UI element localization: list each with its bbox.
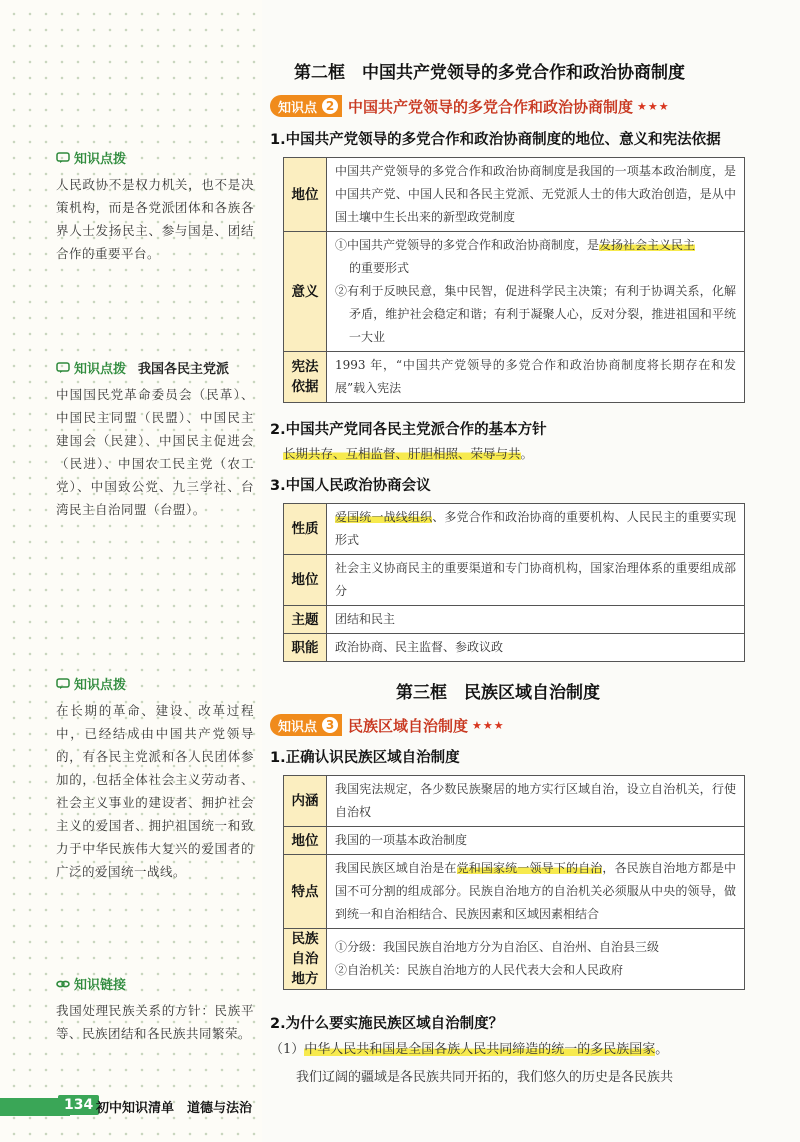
row-key: 地位: [284, 158, 327, 232]
row-value: [327, 855, 745, 929]
badge-label: 知识点: [278, 100, 318, 116]
row-value: 团结和民主: [327, 606, 745, 634]
row-key: 民族自治地方: [284, 929, 327, 990]
tip-box-1: [56, 148, 254, 265]
badge-number: 2: [320, 96, 340, 116]
page-footer: [0, 1092, 800, 1122]
importance-stars-icon: ★★★: [472, 718, 505, 732]
row-value: [327, 504, 745, 555]
lightbulb-tip-icon: [56, 678, 70, 690]
tip-box-2: [56, 358, 254, 521]
highlighted-text: 发扬社会主义民主: [599, 238, 696, 252]
tip-box-4: [56, 974, 254, 1045]
highlighted-text: 中华人民共和国是全国各族人民共同缔造的统一的多民族国家: [304, 1042, 656, 1057]
knowledge-point-3-header: [270, 713, 505, 737]
table-row: [284, 352, 745, 403]
text-segment: 。: [520, 446, 534, 461]
footer-book-title: 初中知识清单 道德与法治: [96, 1101, 253, 1116]
row-value: [327, 929, 745, 990]
section-heading-4: 1.正确认识民族区域自治制度: [270, 750, 460, 766]
table-row: [284, 634, 745, 662]
link-icon: [56, 978, 70, 990]
tip-heading-label: 知识点拨: [74, 152, 127, 167]
row-key: 地位: [284, 827, 327, 855]
tip-heading-label: 知识点拨: [74, 362, 127, 377]
row-key: 内涵: [284, 776, 327, 827]
frame-2-title: 第二框 中国共产党领导的多党合作和政治协商制度: [294, 63, 685, 83]
row-value: 我国的一项基本政治制度: [327, 827, 745, 855]
row-key: 职能: [284, 634, 327, 662]
text-segment: 。: [655, 1042, 669, 1057]
basic-policy-line: [283, 444, 533, 462]
section-heading-1: 1.中国共产党领导的多党合作和政治协商制度的地位、意义和宪法依据: [270, 132, 721, 148]
table-row: [284, 606, 745, 634]
importance-stars-icon: ★★★: [637, 99, 670, 113]
row-key: 意义: [284, 232, 327, 352]
table-row: [284, 232, 745, 352]
table-row: [284, 929, 745, 990]
table-row: [284, 555, 745, 606]
knowledge-point-2-header: [270, 94, 670, 118]
tip-text: 人民政协不是权力机关，也不是决策机构，而是各党派团体和各族各界人士发扬民主、参与国是、团结合作的重要平台。: [56, 177, 254, 261]
row-value: 政治协商、民主监督、参政议政: [327, 634, 745, 662]
table-row: [284, 827, 745, 855]
row-key: 宪法依据: [284, 352, 327, 403]
text-segment: 我国民族区域自治是在: [335, 861, 457, 875]
table-row: [284, 504, 745, 555]
lightbulb-tip-icon: [56, 362, 70, 374]
tip-heading-label: 知识链接: [74, 978, 127, 993]
table-row: [284, 855, 745, 929]
knowledge-point-title: 民族区域自治制度: [348, 716, 469, 735]
tip-text: 在长期的革命、建设、改革过程中，已经结成由中国共产党领导的，有各民主党派和各人民团体参加的，包括全体社会主义劳动者、社会主义事业的建设者、拥护社会主义的爱国者、拥护祖国统一和致力于中华民族伟大复兴的爱国者的广泛的爱国统一战线。: [56, 703, 254, 879]
text-segment: ②有利于反映民意，集中民智，促进科学民主决策；有利于协调关系，化解矛盾，维护社会稳定和谐；有利于凝聚人心，反对分裂，推进祖国和平统一大业: [335, 284, 736, 344]
tip-text: 中国国民党革命委员会（民革）、中国民主同盟（民盟）、中国民主建国会（民建）、中国民主促进会（民进）、中国农工民主党（农工党）、中国致公党、九三学社、台湾民主自治同盟（台盟）。: [56, 387, 254, 517]
row-key: 性质: [284, 504, 327, 555]
tip-subheading: 我国各民主党派: [138, 362, 230, 377]
knowledge-point-title: 中国共产党领导的多党合作和政治协商制度: [348, 97, 634, 116]
section-heading-2: 2.中国共产党同各民主党派合作的基本方针: [270, 422, 547, 438]
row-value: 1993 年，“中国共产党领导的多党合作和政治协商制度将长期存在和发展”载入宪法: [327, 352, 745, 403]
tip-heading: [56, 674, 254, 693]
highlighted-text: 爱国统一战线组织: [335, 510, 433, 524]
lightbulb-tip-icon: [56, 152, 70, 164]
table-party-system: [283, 157, 745, 403]
text-segment: ①分级：我国民族自治地方分为自治区、自治州、自治县三级: [335, 940, 660, 954]
knowledge-point-badge: [270, 714, 342, 736]
text-segment: 的重要形式: [349, 261, 410, 275]
tip-heading: [56, 358, 254, 377]
tip-heading: [56, 974, 254, 993]
table-cppcc: [283, 503, 745, 662]
row-key: 特点: [284, 855, 327, 929]
tip-heading: [56, 148, 254, 167]
page-number: 134: [58, 1095, 99, 1115]
table-row: [284, 776, 745, 827]
table-row: [284, 158, 745, 232]
tip-text: 我国处理民族关系的方针：民族平等、民族团结和各民族共同繁荣。: [56, 1003, 254, 1041]
highlighted-text: 长期共存、互相监督、肝胆相照、荣辱与共: [283, 446, 521, 461]
section-heading-3: 3.中国人民政治协商会议: [270, 478, 431, 494]
row-value: 社会主义协商民主的重要渠道和专门协商机构，国家治理体系的重要组成部分: [327, 555, 745, 606]
row-key: 主题: [284, 606, 327, 634]
badge-number: 3: [320, 715, 340, 735]
frame-3-title: 第三框 民族区域自治制度: [396, 683, 600, 703]
item-number: （1）: [270, 1042, 305, 1057]
row-key: 地位: [284, 555, 327, 606]
knowledge-point-badge: [270, 95, 342, 117]
reason-point-1: [270, 1038, 668, 1057]
section-heading-5: 2.为什么要实施民族区域自治制度？: [270, 1016, 504, 1032]
badge-label: 知识点: [278, 719, 318, 735]
row-value: [327, 232, 745, 352]
row-value: 我国宪法规定，各少数民族聚居的地方实行区域自治，设立自治机关，行使自治权: [327, 776, 745, 827]
row-value: 中国共产党领导的多党合作和政治协商制度是我国的一项基本政治制度，是中国共产党、中国人民和各民主党派、无党派人士的伟大政治创造，是从中国土壤中生长出来的新型政党制度: [327, 158, 745, 232]
table-ethnic-autonomy: [283, 775, 745, 990]
text-segment: ②自治机关：民族自治地方的人民代表大会和人民政府: [335, 963, 624, 977]
text-segment: ①中国共产党领导的多党合作和政治协商制度，是: [335, 238, 600, 252]
tip-box-3: [56, 674, 254, 883]
paragraph-text: 我们辽阔的疆域是各民族共同开拓的，我们悠久的历史是各民族共: [296, 1070, 674, 1085]
text-segment: ，各民族自治地方都是中国不可分割的组成部分。民族自治地方的自治机关必须服从中央的领导，做到统一和自治相结合、民族因素和区域因素相结合: [335, 861, 736, 921]
tip-heading-label: 知识点拨: [74, 678, 127, 693]
text-segment: 、多党合作和政治协商的重要机构、人民民主的重要实现形式: [335, 510, 736, 547]
highlighted-text: 党和国家统一领导下的自治: [456, 861, 603, 875]
